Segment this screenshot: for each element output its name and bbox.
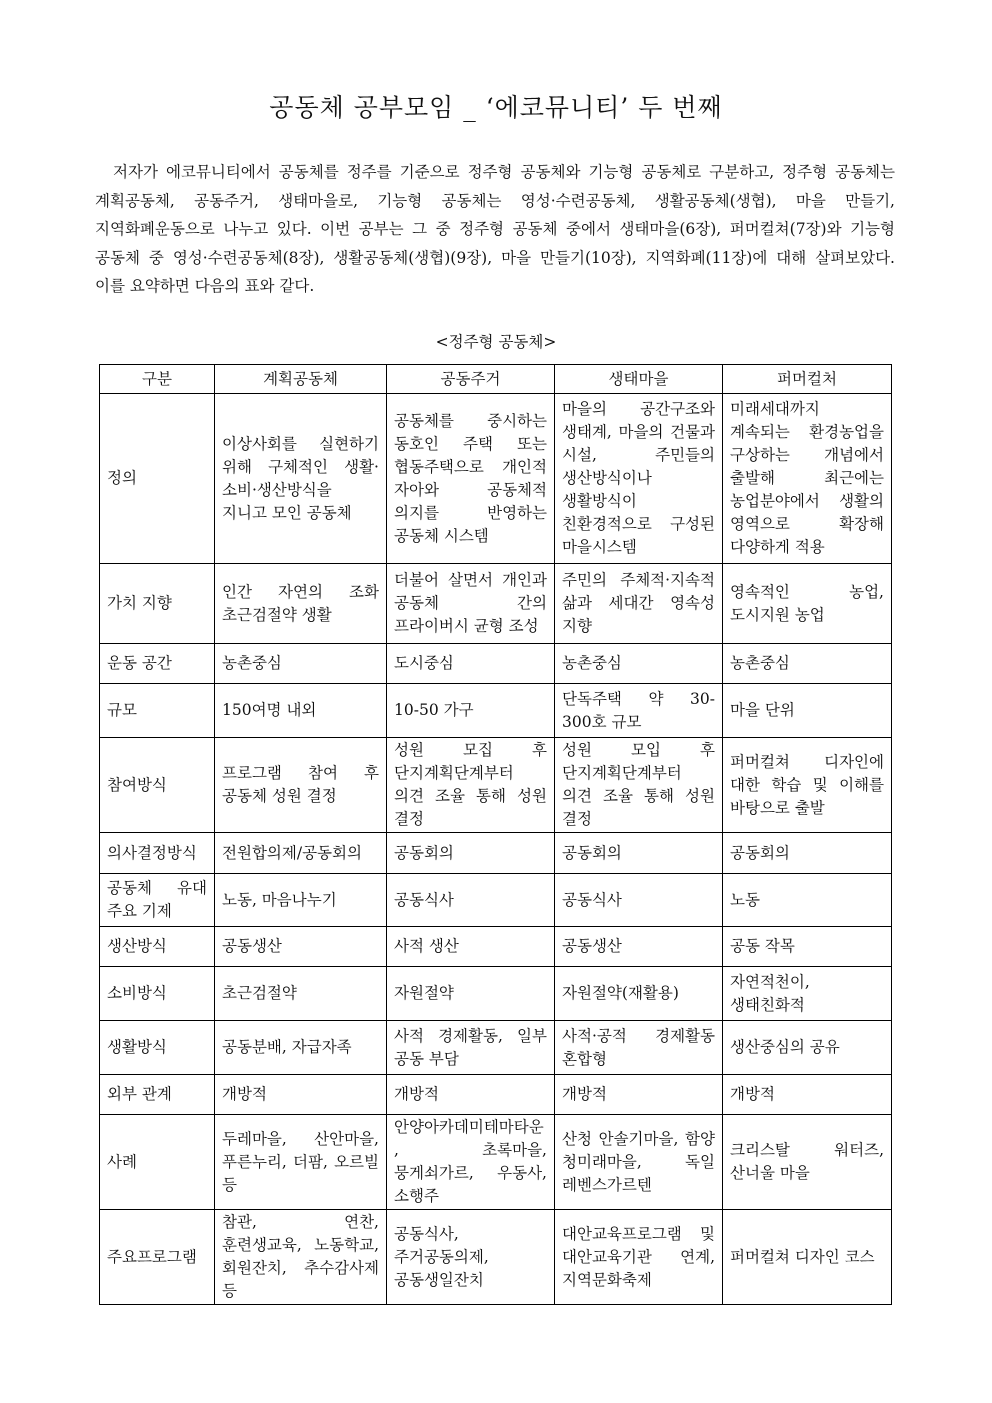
table-cell: 성원 모입 후 단지계획단계부터 의견 조율 통해 성원 결정 bbox=[555, 738, 723, 833]
row-label: 참여방식 bbox=[100, 738, 215, 833]
row-label: 규모 bbox=[100, 684, 215, 738]
table-row bbox=[100, 1115, 892, 1210]
table-cell: 개방적 bbox=[215, 1075, 387, 1115]
table-caption: <정주형 공동체> bbox=[435, 333, 557, 351]
table-cell: 프로그램 참여 후 공동체 성원 결정 bbox=[215, 738, 387, 833]
table-cell: 마을 단위 bbox=[723, 684, 892, 738]
table-row bbox=[100, 644, 892, 684]
community-table bbox=[99, 364, 892, 1305]
table-cell: 안양아카데미테마타운, 초록마을, 뭉게쇠가르, 우동사, 소행주 bbox=[387, 1115, 555, 1210]
table-cell: 마을의 공간구조와 생태계, 마을의 건물과 시설, 주민들의 생산방식이나 생활방식이 친환경적으로 구성된 마을시스템 bbox=[555, 394, 723, 564]
row-label: 외부 관계 bbox=[100, 1075, 215, 1115]
table-cell: 산청 안솔기마을, 함양 청미래마을, 독일 레벤스가르텐 bbox=[555, 1115, 723, 1210]
table-cell: 사적·공적 경제활동 혼합형 bbox=[555, 1021, 723, 1075]
table-row bbox=[100, 394, 892, 564]
table-cell: 영속적인 농업, 도시지원 농업 bbox=[723, 564, 892, 644]
table-cell: 크리스탈 워터즈, 산너울 마을 bbox=[723, 1115, 892, 1210]
intro-paragraph: 저자가 에코뮤니티에서 공동체를 정주를 기준으로 정주형 공동체와 기능형 공동체로 구분하고, 정주형 공동체는 계획공동체, 공동주거, 생태마을로, 기능형 공동체는 영성·수련공동체, 생활공동체(생협), 마을 만들기, 지역화폐운동으로 나누고 있다. 이번 공부는 그 중 정주형 공동체 중에서 생태마을(6장), 퍼머컬쳐(7장)와 기능형 공동체 중 영성·수련공동체(8장), 생활공동체(생협)(9장), 마을 만들기(10장), 지역화폐(11장)에 대해 살펴보았다. 이를 요약하면 다음의 표와 같다. bbox=[95, 163, 895, 295]
table-row bbox=[100, 738, 892, 833]
table-row bbox=[100, 1075, 892, 1115]
table-cell: 공동회의 bbox=[387, 833, 555, 874]
table-cell: 공동식사, 주거공동의제, 공동생일잔치 bbox=[387, 1210, 555, 1305]
table-cell: 두레마을, 산안마을, 푸른누리, 더팜, 오르빌 등 bbox=[215, 1115, 387, 1210]
table-cell: 이상사회를 실현하기 위해 구체적인 생활·소비·생산방식을 지니고 모인 공동체 bbox=[215, 394, 387, 564]
table-row bbox=[100, 927, 892, 967]
table-cell: 농촌중심 bbox=[215, 644, 387, 684]
table-cell: 공동 작목 bbox=[723, 927, 892, 967]
table-cell: 공동생산 bbox=[215, 927, 387, 967]
table-cell: 공동체를 중시하는 동호인 주택 또는 협동주택으로 개인적 자아와 공동체적 의지를 반영하는 공동체 시스템 bbox=[387, 394, 555, 564]
table-cell: 개방적 bbox=[555, 1075, 723, 1115]
table-cell: 개방적 bbox=[723, 1075, 892, 1115]
table-cell: 미래세대까지 계속되는 환경농업을 구상하는 개념에서 출발해 최근에는 농업분야에서 생활의 영역으로 확장해 다양하게 적용 bbox=[723, 394, 892, 564]
table-cell: 대안교육프로그램 및 대안교육기관 연계, 지역문화축제 bbox=[555, 1210, 723, 1305]
table-cell: 인간 자연의 조화 초근검절약 생활 bbox=[215, 564, 387, 644]
table-row bbox=[100, 564, 892, 644]
table-row bbox=[100, 684, 892, 738]
row-label: 소비방식 bbox=[100, 967, 215, 1021]
table-cell: 10-50 가구 bbox=[387, 684, 555, 738]
row-label: 생활방식 bbox=[100, 1021, 215, 1075]
table-cell: 농촌중심 bbox=[555, 644, 723, 684]
row-label: 생산방식 bbox=[100, 927, 215, 967]
table-cell: 공동식사 bbox=[387, 874, 555, 927]
row-label: 운동 공간 bbox=[100, 644, 215, 684]
table-row bbox=[100, 1210, 892, 1305]
row-label: 사례 bbox=[100, 1115, 215, 1210]
row-label: 주요프로그램 bbox=[100, 1210, 215, 1305]
row-label: 가치 지향 bbox=[100, 564, 215, 644]
table-cell: 더불어 살면서 개인과 공동체 간의 프라이버시 균형 조성 bbox=[387, 564, 555, 644]
row-label: 정의 bbox=[100, 394, 215, 564]
table-row bbox=[100, 967, 892, 1021]
table-cell: 사적 생산 bbox=[387, 927, 555, 967]
table-row bbox=[100, 1021, 892, 1075]
table-cell: 공동회의 bbox=[723, 833, 892, 874]
header-category: 구분 bbox=[100, 365, 215, 394]
row-label: 공동체 유대 주요 기제 bbox=[100, 874, 215, 927]
table-cell: 성원 모집 후 단지계획단계부터 의견 조율 통해 성원 결정 bbox=[387, 738, 555, 833]
header-cohousing: 공동주거 bbox=[387, 365, 555, 394]
table-cell: 생산중심의 공유 bbox=[723, 1021, 892, 1075]
table-cell: 150여명 내외 bbox=[215, 684, 387, 738]
table-cell: 개방적 bbox=[387, 1075, 555, 1115]
table-cell: 공동생산 bbox=[555, 927, 723, 967]
table-cell: 공동식사 bbox=[555, 874, 723, 927]
table-cell: 사적 경제활동, 일부 공동 부담 bbox=[387, 1021, 555, 1075]
table-cell: 자연적천이, 생태친화적 bbox=[723, 967, 892, 1021]
table-cell: 공동회의 bbox=[555, 833, 723, 874]
table-cell: 주민의 주체적·지속적 삶과 세대간 영속성 지향 bbox=[555, 564, 723, 644]
table-cell: 초근검절약 bbox=[215, 967, 387, 1021]
table-cell: 퍼머컬쳐 디자인 코스 bbox=[723, 1210, 892, 1305]
table-row bbox=[100, 874, 892, 927]
table-cell: 농촌중심 bbox=[723, 644, 892, 684]
table-cell: 참관, 연찬, 훈련생교육, 노동학교, 회원잔치, 추수감사제 등 bbox=[215, 1210, 387, 1305]
row-label: 의사결정방식 bbox=[100, 833, 215, 874]
table-row bbox=[100, 833, 892, 874]
page-title: 공동체 공부모임 _ ‘에코뮤니티’ 두 번째 bbox=[269, 93, 723, 122]
table-cell: 자원절약 bbox=[387, 967, 555, 1021]
table-cell: 공동분배, 자급자족 bbox=[215, 1021, 387, 1075]
table-cell: 전원합의제/공동회의 bbox=[215, 833, 387, 874]
table-cell: 단독주택 약 30-300호 규모 bbox=[555, 684, 723, 738]
table-header-row bbox=[100, 365, 892, 394]
table-cell: 도시중심 bbox=[387, 644, 555, 684]
table-cell: 자원절약(재활용) bbox=[555, 967, 723, 1021]
table-cell: 노동, 마음나누기 bbox=[215, 874, 387, 927]
table-cell: 노동 bbox=[723, 874, 892, 927]
header-planned-community: 계획공동체 bbox=[215, 365, 387, 394]
table-cell: 퍼머컬쳐 디자인에 대한 학습 및 이해를 바탕으로 출발 bbox=[723, 738, 892, 833]
header-permaculture: 퍼머컬처 bbox=[723, 365, 892, 394]
header-ecovillage: 생태마을 bbox=[555, 365, 723, 394]
